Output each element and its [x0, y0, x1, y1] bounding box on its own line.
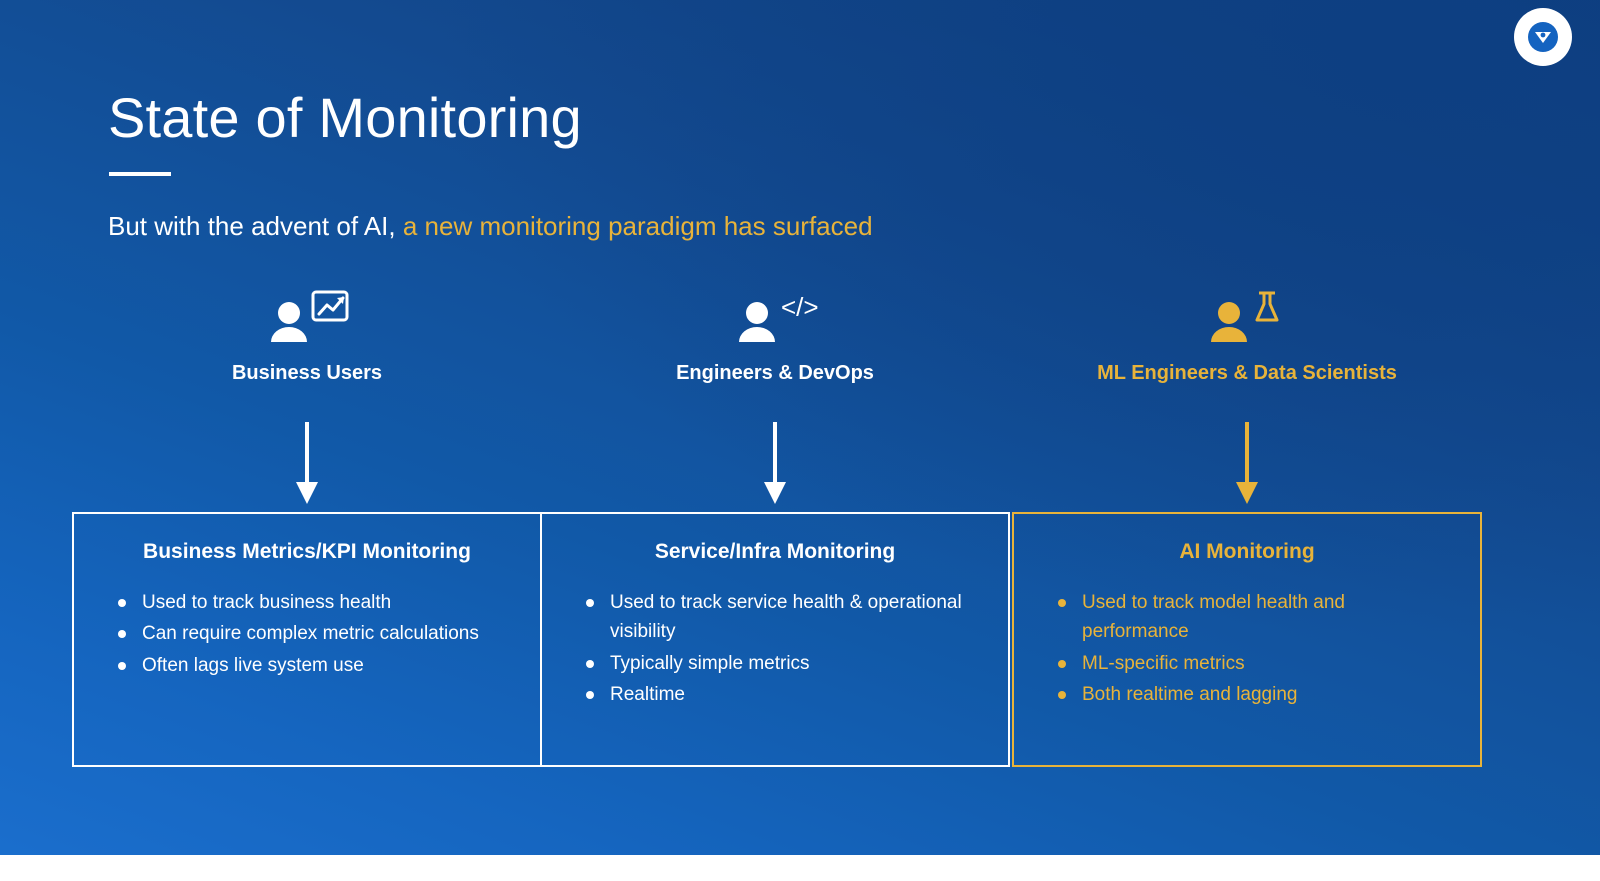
card-title: Service/Infra Monitoring [654, 540, 896, 563]
columns [0, 290, 1600, 800]
person-icon [715, 290, 835, 352]
down-arrow-icon [540, 420, 1010, 512]
list-item: Both realtime and lagging [1056, 680, 1456, 709]
card-ai-monitoring [1012, 512, 1482, 767]
list-item: Typically simple metrics [584, 649, 984, 678]
list-item: ML-specific metrics [1056, 649, 1456, 678]
list-item: Often lags live system use [116, 651, 516, 680]
subtitle-lead: But with the advent of AI, [108, 211, 396, 241]
persona-business-users [72, 290, 542, 420]
subtitle-accent: a new monitoring paradigm has surfaced [402, 211, 873, 241]
card-title: AI Monitoring [1179, 540, 1315, 563]
title-underline [109, 172, 171, 176]
persona-icon-group [715, 290, 835, 352]
page-title: State of Monitoring [108, 86, 582, 149]
card-bullet-list [1038, 588, 1456, 710]
verta-logo [1514, 8, 1572, 66]
persona-icon-group [1187, 290, 1307, 352]
list-item: Realtime [584, 680, 984, 709]
flask-icon [1257, 293, 1277, 320]
person-icon [1187, 290, 1307, 352]
list-item: Used to track service health & operational visibility [584, 588, 984, 647]
subtitle [108, 211, 873, 242]
persona-label: ML Engineers & Data Scientists [1097, 362, 1397, 384]
persona-ml-engineers [1012, 290, 1482, 420]
list-item: Used to track model health and performance [1056, 588, 1456, 647]
svg-text:</>: </> [781, 292, 819, 322]
list-item: Can require complex metric calculations [116, 619, 516, 648]
persona-label: Engineers & DevOps [676, 362, 874, 384]
chart-line-up-icon [313, 292, 347, 320]
persona-label: Business Users [231, 362, 383, 384]
column-ml-engineers [1012, 290, 1482, 767]
persona-engineers-devops [540, 290, 1010, 420]
list-item: Used to track business health [116, 588, 516, 617]
down-arrow-icon [72, 420, 542, 512]
card-business-metrics [72, 512, 542, 767]
card-bullet-list [98, 588, 516, 680]
person-icon [247, 290, 367, 352]
code-brackets-icon [781, 292, 819, 322]
card-title: Business Metrics/KPI Monitoring [143, 540, 471, 563]
column-engineers-devops [540, 290, 1010, 767]
card-service-infra [540, 512, 1010, 767]
persona-icon-group [247, 290, 367, 352]
column-business-users [72, 290, 542, 767]
down-arrow-icon [1012, 420, 1482, 512]
card-bullet-list [566, 588, 984, 710]
